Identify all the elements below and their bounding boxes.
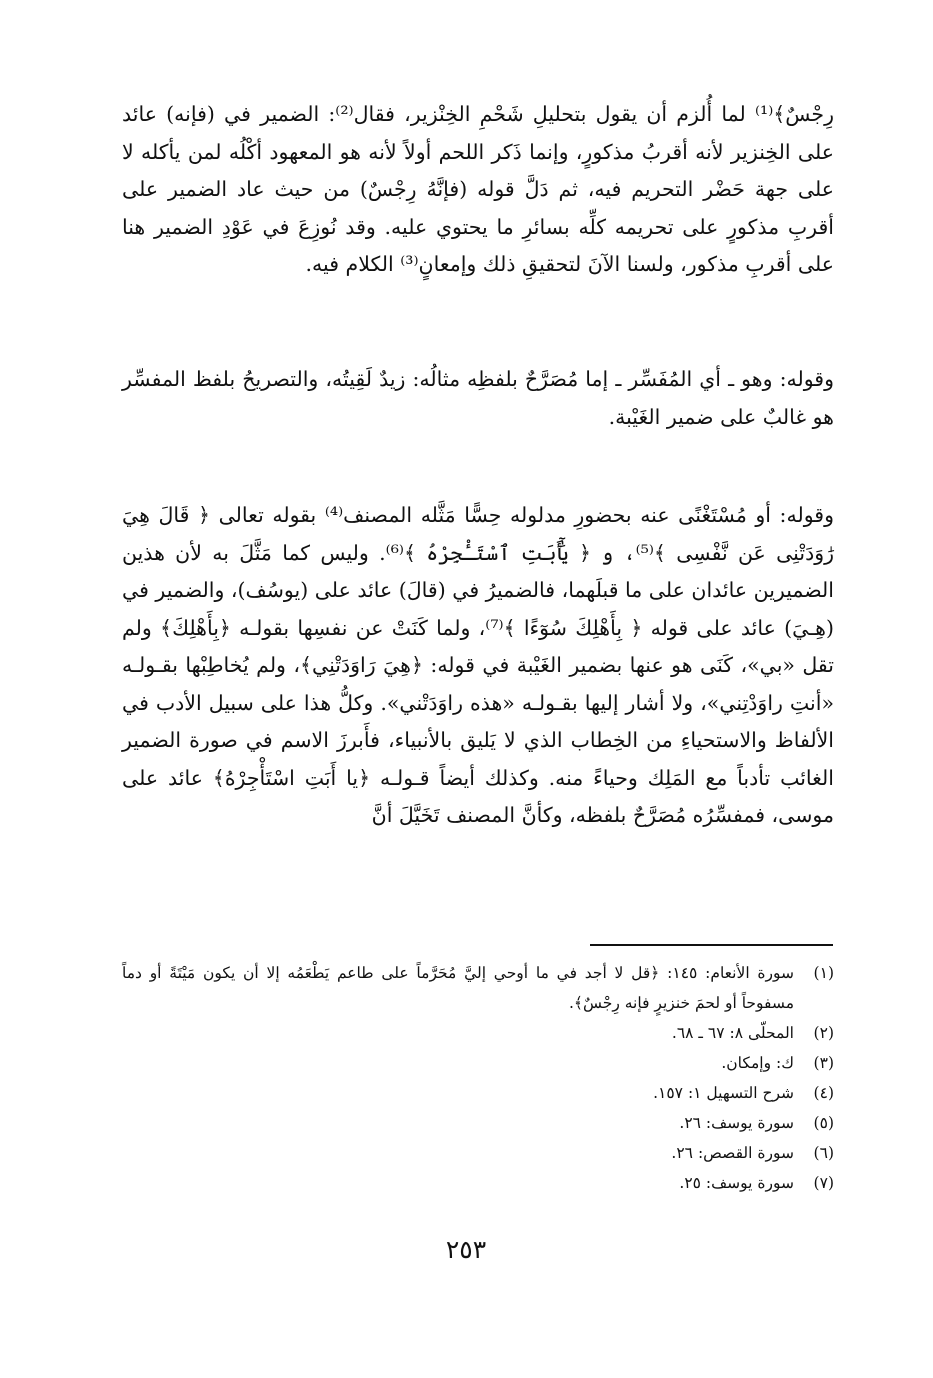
- footnote-text: سورة يوسف: ٢٦.: [679, 1114, 794, 1132]
- footnote-number: (٧): [813, 1174, 834, 1192]
- footnote-text: سورة القصص: ٢٦.: [671, 1144, 794, 1162]
- body-paragraph-1: رِجْسٌ﴾⁽¹⁾ لما أُلزم أن يقول بتحليلِ شَحْمِ الخِنْزير، فقال⁽²⁾: الضمير في (فإنه) عائد على الخِنزير لأنه أقربُ مذكورٍ، وإنما ذَكر اللحم أولاً لأنه هو المعهود أكْلُه لمن يأكله لا على جهة حَضْر التحريم فيه، ثم دَلَّ قوله (فإنَّهُ رِجْسٌ) من حيث عاد الضمير على أقربِ مذكورٍ على تحريمه كلِّه بسائرِ ما يحتوي عليه. وقد نُوزِعَ في عَوْدِ الضمير هنا على أقربِ مذكور، ولسنا الآنَ لتحقيقِ ذلك وإمعانٍ⁽³⁾ الكلام فيه.: [122, 102, 834, 276]
- footnote-text: سورة يوسف: ٢٥.: [679, 1174, 794, 1192]
- footnote-text: سورة الأنعام: ١٤٥: ﴿قل لا أجد في ما أوحي إليَّ مُحَرَّماً على طاعم يَطْعَمُه إلا أن يكون مَيْتَةً أو دماً مسفوحاً أو لحمَ خنزيرٍ فإنه رِجْسٌ﴾.: [122, 964, 794, 1012]
- footnotes-list: [122, 958, 834, 1198]
- footnote-item: [122, 1078, 834, 1108]
- footnote-text: ك: وإمكان.: [721, 1054, 794, 1072]
- footnote-separator-rule: [590, 944, 833, 946]
- footnote-text: المحلّى ٨: ٦٧ ـ ٦٨.: [671, 1024, 794, 1042]
- footnote-item: [122, 958, 834, 1018]
- page-number: ٢٥٣: [445, 1235, 487, 1264]
- footnote-item: [122, 1048, 834, 1078]
- footnote-number: (٦): [813, 1144, 834, 1162]
- footnote-item: [122, 1168, 834, 1198]
- footnote-item: [122, 1108, 834, 1138]
- footnote-number: (٢): [813, 1024, 834, 1042]
- body-paragraph-2: وقوله: وهو ـ أي المُفَسِّر ـ إما مُصَرَّحٌ بلفظِه مثالُه: زيدٌ لَقِيتُه، والتصريحُ بلفظ المفسِّر هو غالبٌ على ضمير الغَيْبة.: [122, 367, 834, 429]
- footnote-number: (٣): [813, 1054, 834, 1072]
- body-paragraph-3: وقوله: أو مُسْتَغْنًى عنه بحضورِ مدلوله حِسًّا مَثَّله المصنف⁽⁴⁾ بقوله تعالى ﴿ قَالَ هِيَ رَٰوَدَتْنِى عَن نَّفْسِى ﴾⁽⁵⁾، و ﴿ يَٰٓأَبَتِ ٱسْتَـْٔجِرْهُ ﴾⁽⁶⁾. وليس كما مَثَّلَ به لأن هذين الضميرين عائدان على ما قبلَهما، فالضميرُ في (قالَ) عائد على (يوسُف)، والضمير في (هِـيَ) عائد على قوله ﴿ بِأَهْلِكَ سُوٓءًا ﴾⁽⁷⁾، ولما كَنَتْ عن نفسِها بقولـه ﴿بِأَهْلِكَ﴾ ولم تقل «بي»، كَنَى هو عنها بضمير الغَيْبة في قوله: ﴿هِيَ رَاوَدَتْنِي﴾، ولم يُخاطِبْها بقـولـه «أنتِ راوَدْتِني»، ولا أشار إليها بقـولـه «هذه راوَدَتْني». وكلُّ هذا على سبيل الأدب في الألفاظ والاستحياءِ من الخِطاب الذي لا يَليق بالأنبياء، فأَبرزَ الاسم في صورة الضمير الغائب تأدباً مع المَلِك وحياءً منه. وكذلك أيضاً قـولـه ﴿يا أَبَتِ اسْتَأْجِرْهُ﴾ عائد على موسى، فمفسِّرُه مُصَرَّحٌ بلفظه، وكأنَّ المصنف تَخَيَّلَ أنَّ: [122, 503, 834, 827]
- footnote-item: [122, 1138, 834, 1168]
- footnote-number: (٥): [813, 1114, 834, 1132]
- footnote-number: (١): [813, 964, 834, 982]
- footnote-item: [122, 1018, 834, 1048]
- footnote-text: شرح التسهيل ١: ١٥٧.: [653, 1084, 794, 1102]
- footnote-number: (٤): [813, 1084, 834, 1102]
